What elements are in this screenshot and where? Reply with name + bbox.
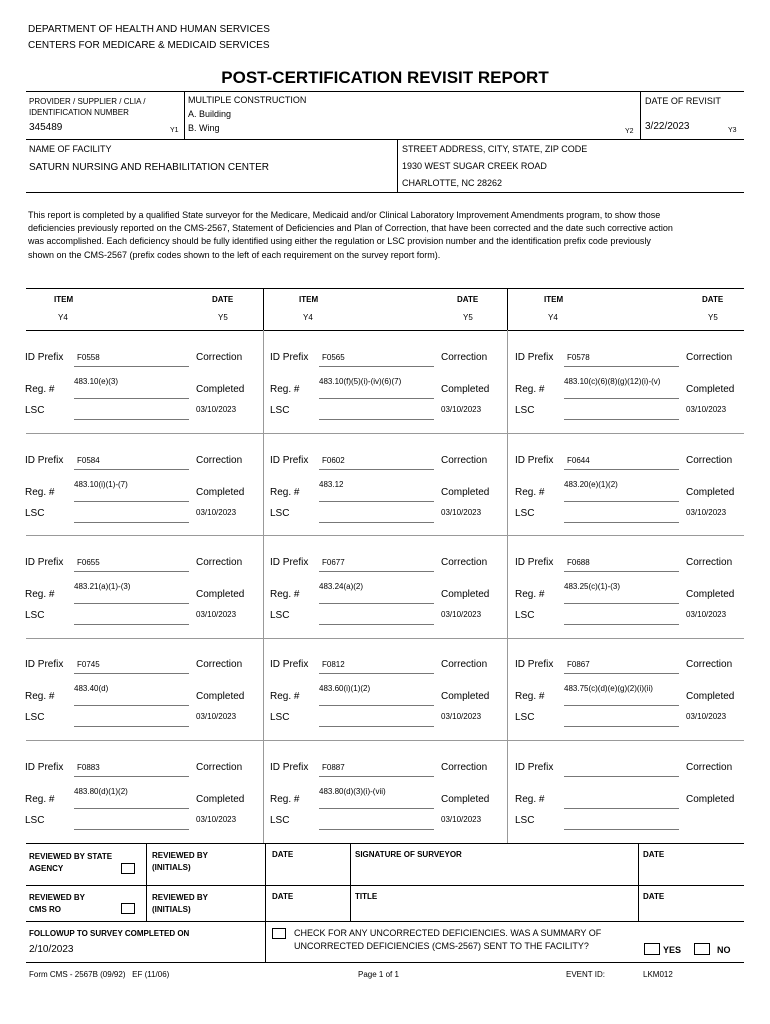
reg-field[interactable] <box>564 501 679 502</box>
lsc-field[interactable] <box>564 829 679 830</box>
reg-value: 483.20(e)(1)(2) <box>564 480 618 489</box>
completed-date: 03/10/2023 <box>441 508 482 517</box>
lsc-label: LSC <box>25 610 45 621</box>
lsc-label: LSC <box>25 815 45 826</box>
reg-label: Reg. # <box>25 691 55 702</box>
lsc-field[interactable] <box>319 624 434 625</box>
reg-label: Reg. # <box>515 691 545 702</box>
id-prefix-field[interactable] <box>74 366 189 367</box>
lsc-field[interactable] <box>74 419 189 420</box>
wing-label: B. Wing <box>188 123 220 133</box>
id-prefix-field[interactable] <box>564 366 679 367</box>
id-prefix-label: ID Prefix <box>515 352 554 363</box>
id-prefix-field[interactable] <box>319 776 434 777</box>
department-line-1: DEPARTMENT OF HEALTH AND HUMAN SERVICES <box>28 24 270 35</box>
id-prefix-value: F0677 <box>322 558 345 567</box>
reg-label: Reg. # <box>515 794 545 805</box>
id-prefix-field[interactable] <box>319 673 434 674</box>
id-prefix-field[interactable] <box>564 776 679 777</box>
completed-label: Completed <box>196 691 245 702</box>
correction-label: Correction <box>686 762 733 773</box>
reg-value: 483.25(c)(1)-(3) <box>564 582 621 591</box>
completed-date: 03/10/2023 <box>196 508 237 517</box>
lsc-field[interactable] <box>564 522 679 523</box>
id-prefix-value: F0812 <box>322 660 345 669</box>
reg-label: Reg. # <box>270 487 300 498</box>
id-prefix-value: F0558 <box>77 353 100 362</box>
title-label: TITLE <box>355 892 378 901</box>
id-prefix-value: F0688 <box>567 558 590 567</box>
id-prefix-field[interactable] <box>319 469 434 470</box>
completed-date: 03/10/2023 <box>441 405 482 414</box>
correction-label: Correction <box>196 762 243 773</box>
completed-label: Completed <box>686 691 735 702</box>
id-prefix-label: ID Prefix <box>270 557 309 568</box>
reg-value: 483.80(d)(3)(i)-(vii) <box>319 787 386 796</box>
id-prefix-label: ID Prefix <box>25 762 64 773</box>
correction-label: Correction <box>441 659 488 670</box>
id-prefix-value: F0887 <box>322 763 345 772</box>
revisit-date-label: DATE OF REVISIT <box>645 96 721 106</box>
item-header-col-1: ITEM <box>54 295 74 304</box>
completed-label: Completed <box>686 384 735 395</box>
id-prefix-label: ID Prefix <box>25 557 64 568</box>
id-prefix-field[interactable] <box>564 571 679 572</box>
reviewed-by-cms-ro-label: REVIEWED BY CMS RO <box>29 893 85 914</box>
id-prefix-field[interactable] <box>74 469 189 470</box>
surveyor-signature-label: SIGNATURE OF SURVEYOR <box>355 850 462 859</box>
correction-label: Correction <box>196 557 243 568</box>
reg-value: 483.10(i)(1)-(7) <box>74 480 128 489</box>
facility-name-label: NAME OF FACILITY <box>29 144 112 154</box>
lsc-label: LSC <box>270 610 290 621</box>
form-identifier: Form CMS - 2567B (09/92) EF (11/06) <box>29 970 170 979</box>
id-prefix-label: ID Prefix <box>25 455 64 466</box>
completed-date: 03/10/2023 <box>441 610 482 619</box>
event-id-label: EVENT ID: <box>566 970 605 979</box>
lsc-label: LSC <box>270 712 290 723</box>
lsc-field[interactable] <box>564 624 679 625</box>
reg-field[interactable] <box>74 705 189 706</box>
completed-date: 03/10/2023 <box>686 508 727 517</box>
reg-label: Reg. # <box>515 589 545 600</box>
reg-label: Reg. # <box>515 487 545 498</box>
lsc-label: LSC <box>515 712 535 723</box>
completed-date: 03/10/2023 <box>441 712 482 721</box>
yes-label: YES <box>663 945 682 955</box>
id-prefix-value: F0584 <box>77 456 100 465</box>
reviewed-by-state-agency-label: REVIEWED BY STATE AGENCY <box>29 852 113 873</box>
completed-label: Completed <box>441 384 490 395</box>
facility-name-value: SATURN NURSING AND REHABILITATION CENTER <box>29 162 270 173</box>
id-prefix-value: F0578 <box>567 353 590 362</box>
reg-label: Reg. # <box>270 691 300 702</box>
reg-field[interactable] <box>319 501 434 502</box>
completed-label: Completed <box>441 487 490 498</box>
uncorrected-deficiencies-question: CHECK FOR ANY UNCORRECTED DEFICIENCIES. WAS A SUMMARY OF UNCORRECTED DEFICIENCIES (CMS-2567) SENT TO THE FACILITY? <box>294 928 602 951</box>
id-prefix-field[interactable] <box>319 366 434 367</box>
lsc-label: LSC <box>515 610 535 621</box>
lsc-label: LSC <box>25 508 45 519</box>
completed-label: Completed <box>686 794 735 805</box>
id-prefix-field[interactable] <box>564 469 679 470</box>
reg-field[interactable] <box>564 398 679 399</box>
id-prefix-field[interactable] <box>319 571 434 572</box>
reg-field[interactable] <box>74 501 189 502</box>
completed-date: 03/10/2023 <box>196 610 237 619</box>
reg-label: Reg. # <box>270 384 300 395</box>
provider-id-value: 345489 <box>29 122 63 133</box>
correction-label: Correction <box>441 762 488 773</box>
correction-label: Correction <box>686 352 733 363</box>
completed-label: Completed <box>441 691 490 702</box>
completed-label: Completed <box>686 487 735 498</box>
y1-code: Y1 <box>170 127 179 134</box>
reg-value: 483.12 <box>319 480 344 489</box>
address-line-2: CHARLOTTE, NC 28262 <box>402 178 503 188</box>
state-agency-checkbox[interactable] <box>121 863 135 874</box>
form-title: POST-CERTIFICATION REVISIT REPORT <box>221 68 549 87</box>
date-label-3: DATE <box>272 892 294 901</box>
reg-label: Reg. # <box>25 589 55 600</box>
completed-label: Completed <box>196 589 245 600</box>
date-label-4: DATE <box>643 892 665 901</box>
id-prefix-field[interactable] <box>564 673 679 674</box>
uncorrected-deficiencies-checkbox[interactable] <box>272 928 286 939</box>
id-prefix-value: F0745 <box>77 660 100 669</box>
reg-field[interactable] <box>319 808 434 809</box>
reg-field[interactable] <box>564 705 679 706</box>
id-prefix-value: F0867 <box>567 660 590 669</box>
department-line-2: CENTERS FOR MEDICARE & MEDICAID SERVICES <box>28 40 270 51</box>
revisit-date-value: 3/22/2023 <box>645 121 690 132</box>
y4-code-col-3: Y4 <box>548 313 558 322</box>
lsc-label: LSC <box>515 815 535 826</box>
lsc-label: LSC <box>515 405 535 416</box>
correction-label: Correction <box>196 455 243 466</box>
construction-label: MULTIPLE CONSTRUCTION <box>188 95 307 105</box>
lsc-field[interactable] <box>74 624 189 625</box>
reg-value: 483.10(c)(6)(8)(g)(12)(i)-(v) <box>564 377 661 386</box>
lsc-field[interactable] <box>74 726 189 727</box>
reg-label: Reg. # <box>25 794 55 805</box>
completed-label: Completed <box>441 589 490 600</box>
id-prefix-label: ID Prefix <box>515 455 554 466</box>
reg-value: 483.60(i)(1)(2) <box>319 684 371 693</box>
lsc-field[interactable] <box>319 726 434 727</box>
reg-label: Reg. # <box>25 384 55 395</box>
completed-label: Completed <box>686 589 735 600</box>
date-label-2: DATE <box>643 850 665 859</box>
item-header-col-2: ITEM <box>299 295 319 304</box>
id-prefix-label: ID Prefix <box>515 762 554 773</box>
reg-label: Reg. # <box>25 487 55 498</box>
y5-code-col-2: Y5 <box>463 313 473 322</box>
id-prefix-label: ID Prefix <box>515 557 554 568</box>
id-prefix-label: ID Prefix <box>515 659 554 670</box>
lsc-field[interactable] <box>564 726 679 727</box>
reg-field[interactable] <box>564 808 679 809</box>
reg-field[interactable] <box>319 603 434 604</box>
reg-field[interactable] <box>319 398 434 399</box>
lsc-field[interactable] <box>74 829 189 830</box>
completed-date: 03/10/2023 <box>686 712 727 721</box>
y4-code-col-1: Y4 <box>58 313 68 322</box>
reg-field[interactable] <box>74 603 189 604</box>
correction-label: Correction <box>441 557 488 568</box>
correction-label: Correction <box>686 659 733 670</box>
correction-label: Correction <box>686 557 733 568</box>
correction-label: Correction <box>686 455 733 466</box>
reg-field[interactable] <box>319 705 434 706</box>
reg-value: 483.75(c)(d)(e)(g)(2)(i)(ii) <box>564 684 653 693</box>
completed-date: 03/10/2023 <box>686 405 727 414</box>
reviewed-initials-label-1: REVIEWED BY (INITIALS) <box>152 851 208 872</box>
followup-label: FOLLOWUP TO SURVEY COMPLETED ON <box>29 929 190 938</box>
event-id-value: LKM012 <box>643 970 673 979</box>
id-prefix-label: ID Prefix <box>25 659 64 670</box>
lsc-label: LSC <box>270 815 290 826</box>
date-header-col-2: DATE <box>457 295 479 304</box>
id-prefix-label: ID Prefix <box>270 352 309 363</box>
correction-label: Correction <box>441 455 488 466</box>
reg-label: Reg. # <box>270 794 300 805</box>
completed-label: Completed <box>441 794 490 805</box>
no-label: NO <box>717 945 731 955</box>
id-prefix-value: F0644 <box>567 456 590 465</box>
page-number: Page 1 of 1 <box>358 970 399 979</box>
completed-date: 03/10/2023 <box>196 712 237 721</box>
reviewed-initials-label-2: REVIEWED BY (INITIALS) <box>152 893 208 914</box>
completed-date: 03/10/2023 <box>441 815 482 824</box>
completed-date: 03/10/2023 <box>686 610 727 619</box>
completed-date: 03/10/2023 <box>196 815 237 824</box>
completed-label: Completed <box>196 794 245 805</box>
id-prefix-field[interactable] <box>74 776 189 777</box>
id-prefix-value: F0655 <box>77 558 100 567</box>
id-prefix-label: ID Prefix <box>25 352 64 363</box>
lsc-label: LSC <box>25 712 45 723</box>
reg-label: Reg. # <box>270 589 300 600</box>
reg-field[interactable] <box>74 398 189 399</box>
date-label-1: DATE <box>272 850 294 859</box>
lsc-field[interactable] <box>319 419 434 420</box>
cms-ro-checkbox[interactable] <box>121 903 135 914</box>
y5-code-col-3: Y5 <box>708 313 718 322</box>
date-header-col-3: DATE <box>702 295 724 304</box>
lsc-field[interactable] <box>74 522 189 523</box>
reg-value: 483.21(a)(1)-(3) <box>74 582 131 591</box>
followup-date: 2/10/2023 <box>29 944 74 955</box>
lsc-label: LSC <box>270 508 290 519</box>
id-prefix-value: F0883 <box>77 763 100 772</box>
y4-code-col-2: Y4 <box>303 313 313 322</box>
completed-label: Completed <box>196 384 245 395</box>
id-prefix-label: ID Prefix <box>270 659 309 670</box>
reg-value: 483.24(a)(2) <box>319 582 364 591</box>
lsc-label: LSC <box>25 405 45 416</box>
reg-label: Reg. # <box>515 384 545 395</box>
intro-paragraph: This report is completed by a qualified State surveyor for the Medicare, Medicaid and/or Clinical Laboratory Improvement Amendments program, to show those deficiencies previously reported on the CMS-2567, Statement of Deficiencies and Plan of Correction, that have been corrected and the date such corrective action was accomplished. Each deficiency should be fully identified using either the regulation or LSC provision number and the identification prefix code previously shown on the CMS-2567 (prefix codes shown to the left of each requirement on the survey report form). <box>28 210 673 260</box>
reg-field[interactable] <box>74 808 189 809</box>
yes-checkbox[interactable] <box>644 943 660 955</box>
reg-value: 483.10(f)(5)(i)-(iv)(6)(7) <box>319 377 402 386</box>
lsc-field[interactable] <box>319 829 434 830</box>
id-prefix-label: ID Prefix <box>270 455 309 466</box>
completed-label: Completed <box>196 487 245 498</box>
correction-label: Correction <box>441 352 488 363</box>
correction-label: Correction <box>196 352 243 363</box>
reg-field[interactable] <box>564 603 679 604</box>
reg-value: 483.40(d) <box>74 684 109 693</box>
no-checkbox[interactable] <box>694 943 710 955</box>
id-prefix-value: F0602 <box>322 456 345 465</box>
id-prefix-label: ID Prefix <box>270 762 309 773</box>
lsc-label: LSC <box>515 508 535 519</box>
id-prefix-value: F0565 <box>322 353 345 362</box>
address-line-1: 1930 WEST SUGAR CREEK ROAD <box>402 161 547 171</box>
reg-value: 483.80(d)(1)(2) <box>74 787 128 796</box>
completed-date: 03/10/2023 <box>196 405 237 414</box>
lsc-field[interactable] <box>564 419 679 420</box>
y2-code: Y2 <box>625 128 634 135</box>
address-label: STREET ADDRESS, CITY, STATE, ZIP CODE <box>402 144 588 154</box>
y3-code: Y3 <box>728 127 737 134</box>
date-header-col-1: DATE <box>212 295 234 304</box>
y5-code-col-1: Y5 <box>218 313 228 322</box>
item-header-col-3: ITEM <box>544 295 564 304</box>
id-prefix-field[interactable] <box>74 571 189 572</box>
provider-id-label: PROVIDER / SUPPLIER / CLIA / IDENTIFICATION NUMBER <box>29 97 146 117</box>
lsc-field[interactable] <box>319 522 434 523</box>
correction-label: Correction <box>196 659 243 670</box>
building-label: A. Building <box>188 109 232 119</box>
id-prefix-field[interactable] <box>74 673 189 674</box>
lsc-label: LSC <box>270 405 290 416</box>
reg-value: 483.10(e)(3) <box>74 377 119 386</box>
